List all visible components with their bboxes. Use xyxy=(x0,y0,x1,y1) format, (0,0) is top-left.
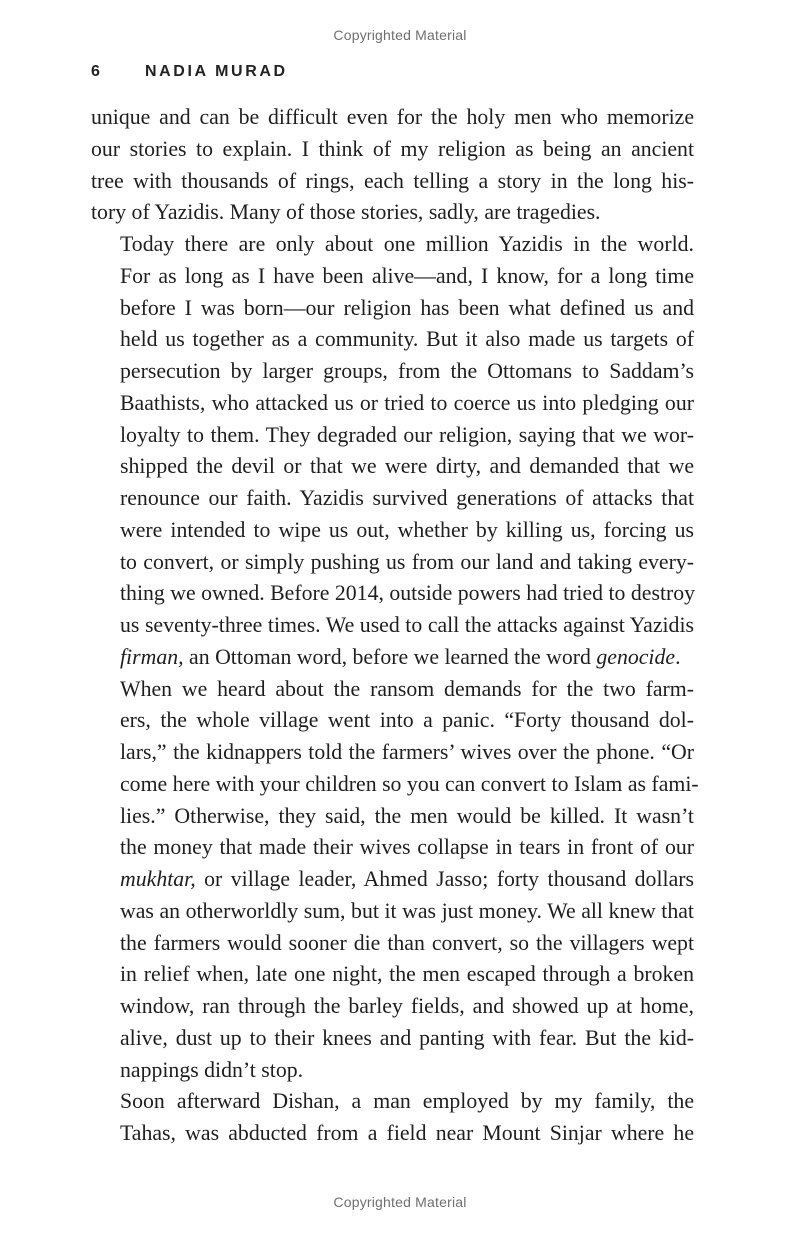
page-number: 6 xyxy=(91,63,100,80)
text-line: shipped the devil or that we were dirty, and demanded that we xyxy=(120,454,694,479)
copyright-watermark-top: Copyrighted Material xyxy=(333,27,467,43)
paragraph-1 xyxy=(91,102,694,229)
text-line: nappings didn’t stop. xyxy=(120,1057,304,1082)
paragraph-3 xyxy=(91,674,699,1087)
text-line: lies.” Otherwise, they said, the men would be killed. It wasn’t xyxy=(120,803,694,828)
text-line: was an otherworldly sum, but it was just money. We all knew that xyxy=(120,898,694,923)
text-line: in relief when, late one night, the men escaped through a broken xyxy=(120,962,694,987)
text-line: were intended to wipe us out, whether by killing us, forcing us xyxy=(120,517,694,542)
paragraph-2 xyxy=(91,229,694,674)
text-line: Today there are only about one million Yazidis in the world. xyxy=(120,232,694,256)
text-line: before I was born—our religion has been what defined us and xyxy=(120,295,694,320)
text-line: the farmers would sooner die than convert, so the villagers wept xyxy=(120,930,694,955)
text-line: Soon afterward Dishan, a man employed by my family, the xyxy=(120,1089,694,1114)
author-name: NADIA MURAD xyxy=(145,63,288,80)
italic-term-firman: firman, xyxy=(120,644,184,669)
text-line: persecution by larger groups, from the Ottomans to Saddam’s xyxy=(120,359,694,383)
text-line: thing we owned. Before 2014, outside powers had tried to destroy xyxy=(120,581,696,606)
text-line: our stories to explain. I think of my religion as being an ancient xyxy=(91,136,694,161)
text-line: For as long as I have been alive—and, I know, for a long time xyxy=(120,263,694,288)
text-line: tree with thousands of rings, each telling a story in the long his- xyxy=(91,168,694,193)
text-line: renounce our faith. Yazidis survived generations of attacks that xyxy=(120,486,694,510)
text-line: ers, the whole village went into a panic. “Forty thousand dol- xyxy=(120,708,694,733)
text-line: window, ran through the barley fields, and showed up at home, xyxy=(120,994,694,1018)
paragraph-4 xyxy=(91,1086,694,1150)
italic-term-genocide: genocide xyxy=(596,644,676,669)
text-line: to convert, or simply pushing us from our land and taking every- xyxy=(120,549,694,574)
text-run: an Ottoman word, before we learned the word xyxy=(183,644,597,669)
text-line: the money that made their wives collapse in tears in front of our xyxy=(120,835,694,860)
text-line: held us together as a community. But it also made us targets of xyxy=(120,327,694,352)
copyright-watermark-bottom: Copyrighted Material xyxy=(333,1194,467,1210)
text-line xyxy=(91,642,694,674)
text-line: When we heard about the ransom demands for the two farm- xyxy=(120,676,694,701)
text-run: or village leader, Ahmed Jasso; forty thousand dollars xyxy=(195,867,694,891)
text-line: unique and can be difficult even for the holy men who memorize xyxy=(91,105,694,129)
text-line: Tahas, was abducted from a field near Mount Sinjar where he xyxy=(120,1121,694,1145)
text-line: come here with your children so you can convert to Islam as fami- xyxy=(120,771,699,796)
text-line: Baathists, who attacked us or tried to coerce us into pledging our xyxy=(120,390,694,415)
text-line xyxy=(91,864,694,896)
text-line: us seventy-three times. We used to call the attacks against Yazidis xyxy=(120,613,694,637)
text-run: . xyxy=(675,644,681,669)
text-line: alive, dust up to their knees and panting with fear. But the kid- xyxy=(120,1025,694,1050)
running-head xyxy=(91,63,288,81)
body-text xyxy=(91,102,699,1150)
text-line: tory of Yazidis. Many of those stories, sadly, are tragedies. xyxy=(91,200,601,225)
italic-term-mukhtar: mukhtar, xyxy=(120,867,196,891)
text-line: lars,” the kidnappers told the farmers’ wives over the phone. “Or xyxy=(120,740,694,764)
text-line: loyalty to them. They degraded our religion, saying that we wor- xyxy=(120,422,694,447)
